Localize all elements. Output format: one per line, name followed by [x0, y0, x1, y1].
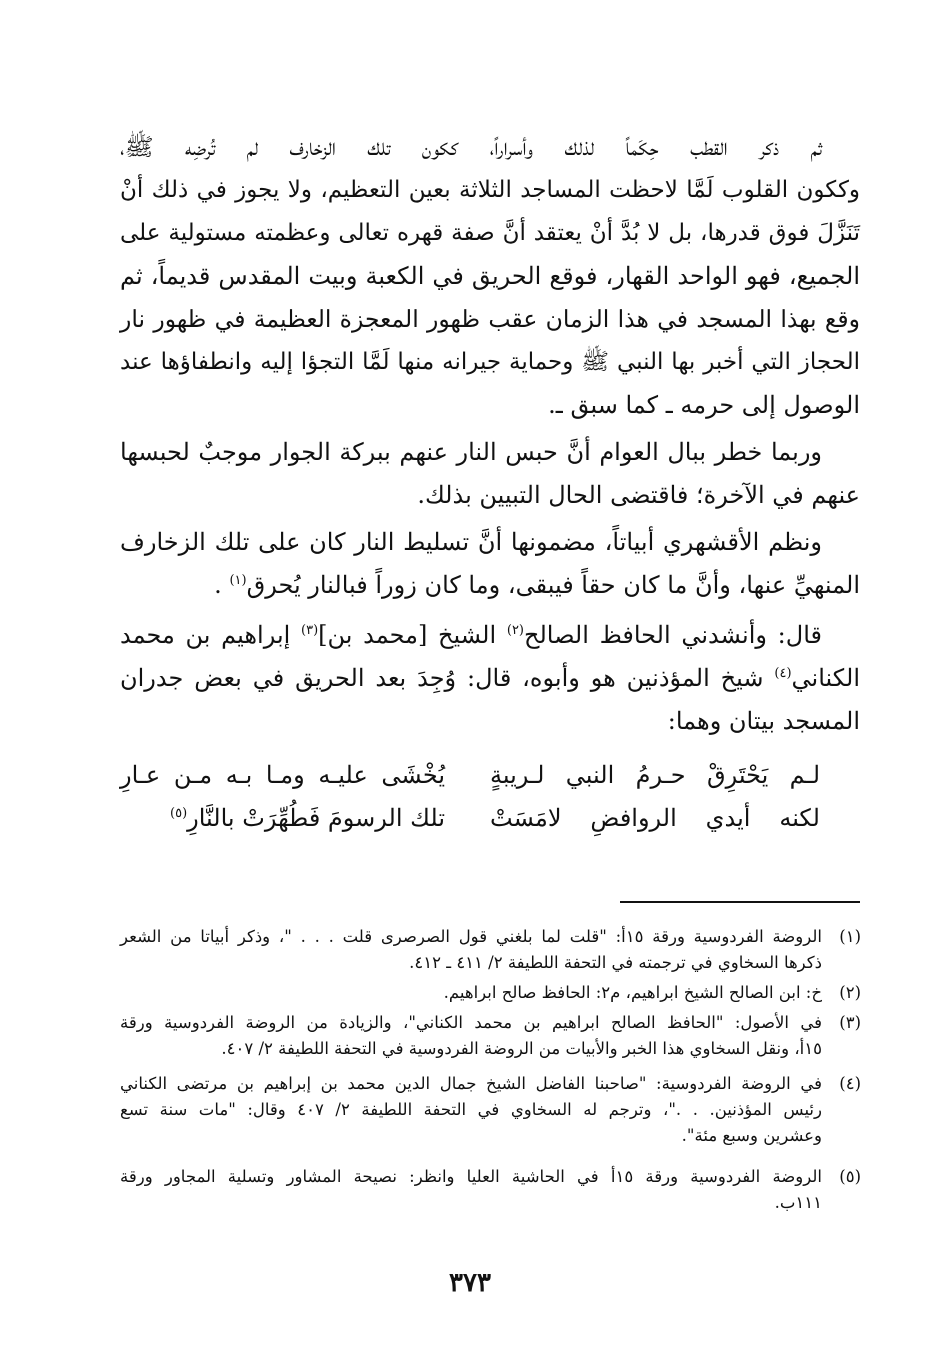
page-number: ٣٧٣	[449, 1268, 491, 1298]
text-line: ونظم الأقشهري أبياتاً، مضمونها أنَّ تسليط النار كان على تلك الزخارف	[120, 528, 822, 556]
footnote-line	[0, 1038, 941, 1060]
footnote-number: (١)	[839, 927, 861, 946]
footnote-separator	[620, 901, 860, 903]
text-line: تَنَزَّلَ فوق قدرها، بل لا بُدَّ أنْ يعتقد أنَّ صفة قهره تعالى وعظمته مستولية على	[120, 220, 860, 246]
footnote-line	[0, 1125, 941, 1147]
text-line: وربما خطر ببال العوام أنَّ حبس النار عنهم ببركة الجوار موجبٌ لحبسها	[120, 438, 822, 466]
footnote-text: خ: ابن الصالح الشيخ ابراهيم، م٢: الحافظ صالح ابراهيم.	[443, 983, 822, 1002]
text-segment: تلك الرسومَ فَطُهِّرَتْ بالنَّارِ	[187, 804, 445, 832]
footnote	[0, 1073, 941, 1095]
text-segment: إبراهيم بن محمد	[120, 621, 291, 649]
poem-verse	[120, 803, 820, 833]
footnote-ref[interactable]: (٣)	[301, 623, 319, 638]
footnote-text: رئيس المؤذنين. . ."، وترجم له السخاوي في التحفة اللطيفة ٢/ ٤٠٧ وقال: "مات سنة تسع	[120, 1100, 822, 1119]
text-segment: الشيخ [محمد بن]	[318, 621, 497, 649]
footnote-number: (٣)	[839, 1013, 861, 1032]
text-segment: .	[214, 571, 222, 599]
footnote-text: ١٥أ، ونقل السخاوي هذا الخبر والأبيات من الروضة الفردوسية في التحفة اللطيفة ٢/ ٤٠٧.	[221, 1039, 822, 1058]
footnote-text: الروضة الفردوسية ورقة ١٥أ: "قلت لما بلغني قول الصرصرى قلت . . . "، وذكر أبياتا من الشعر	[120, 927, 822, 946]
footnote-text: في الأصول: "الحافظ الصالح ابراهيم بن محمد الكناني"، والزيادة من الروضة الفردوسية ورقة	[120, 1013, 822, 1032]
footnote-ref[interactable]: (٤)	[774, 666, 792, 681]
text-line: عنهم في الآخرة؛ فاقتضى الحال التبيين بذلك.	[417, 481, 860, 509]
text-segment: المنهيِّ عنها، وأنَّ ما كان حقاً فيبقى، وما كان زوراً فبالنار يُحرق	[246, 571, 860, 599]
footnote-number: (٥)	[839, 1167, 861, 1186]
poem-verse	[120, 760, 820, 790]
text-line: الحجاز التي أخبر بها النبي ﷺ وحماية جيرانه منها لَمَّا التجؤا إليه وانطفاؤها عند	[120, 349, 860, 375]
footnote	[0, 926, 941, 948]
text-segment: قال: وأنشدني الحافظ الصالح	[524, 621, 822, 649]
footnote-line	[0, 1192, 941, 1214]
text-line	[120, 570, 860, 600]
footnote	[0, 1012, 941, 1034]
text-line: وقع بهذا المسجد في هذا الزمان عقب ظهور المعجزة العظيمة في ظهور نار	[120, 305, 860, 333]
poem-hemistich-second: يُخْشَى عليـه ومـا بـه مـن عـارِ	[120, 761, 445, 789]
footnote-line	[0, 1099, 941, 1121]
text-line	[120, 663, 860, 693]
text-line	[120, 620, 822, 650]
text-line: ثم ذكر القطب حِكَماً لذلك وأسراراً، ككون تلك الزخارف لم تُرضِه ﷺ،	[120, 133, 822, 161]
text-segment: الكناني	[791, 664, 860, 692]
text-segment: شيخ المؤذنين هو وأبوه، قال: وُجِدَ بعد الحريق في بعض جدران	[120, 664, 764, 692]
footnote-ref[interactable]: (١)	[229, 573, 247, 588]
text-line: الجميع، فهو الواحد القهار، فوقع الحريق في الكعبة وبيت المقدس قديماً، ثم	[120, 262, 860, 290]
footnote-line	[0, 952, 941, 974]
poem-hemistich-first: لـم يَحْتَرِقْ حـرمُ النبي لـريبةٍ	[490, 761, 820, 789]
footnote-number: (٢)	[839, 983, 861, 1002]
footnote	[0, 1166, 941, 1188]
footnote-text: ١١١ب.	[774, 1193, 822, 1212]
footnote	[0, 982, 941, 1004]
text-line: الوصول إلى حرمه ـ كما سبق ـ.	[548, 391, 860, 419]
poem-hemistich-second	[120, 803, 445, 833]
poem-hemistich-first: لكنه أيدي الروافضِ لامَسَتْ	[490, 804, 820, 832]
footnote-ref[interactable]: (٢)	[506, 623, 524, 638]
text-line: وككون القلوب لَمَّا لاحظت المساجد الثلاثة بعين التعظيم، ولا يجوز في ذلك أنْ	[120, 177, 860, 203]
footnote-text: الروضة الفردوسية ورقة ١٥أ في الحاشية العليا وانظر: نصيحة المشاور وتسلية المجاور ورقة	[120, 1167, 822, 1186]
text-line: المسجد بيتان وهما:	[667, 707, 860, 735]
footnote-text: في الروضة الفردوسية: "صاحبنا الفاضل الشيخ جمال الدين محمد بن إبراهيم بن مرتضى الكناني	[120, 1074, 822, 1093]
footnote-ref[interactable]: (٥)	[170, 806, 188, 821]
footnote-text: وعشرين وسبع مئة".	[681, 1126, 822, 1145]
footnote-text: ذكرها السخاوي في ترجمته في التحفة اللطيفة ٢/ ٤١١ ـ ٤١٢.	[409, 953, 822, 972]
footnote-number: (٤)	[839, 1074, 861, 1093]
